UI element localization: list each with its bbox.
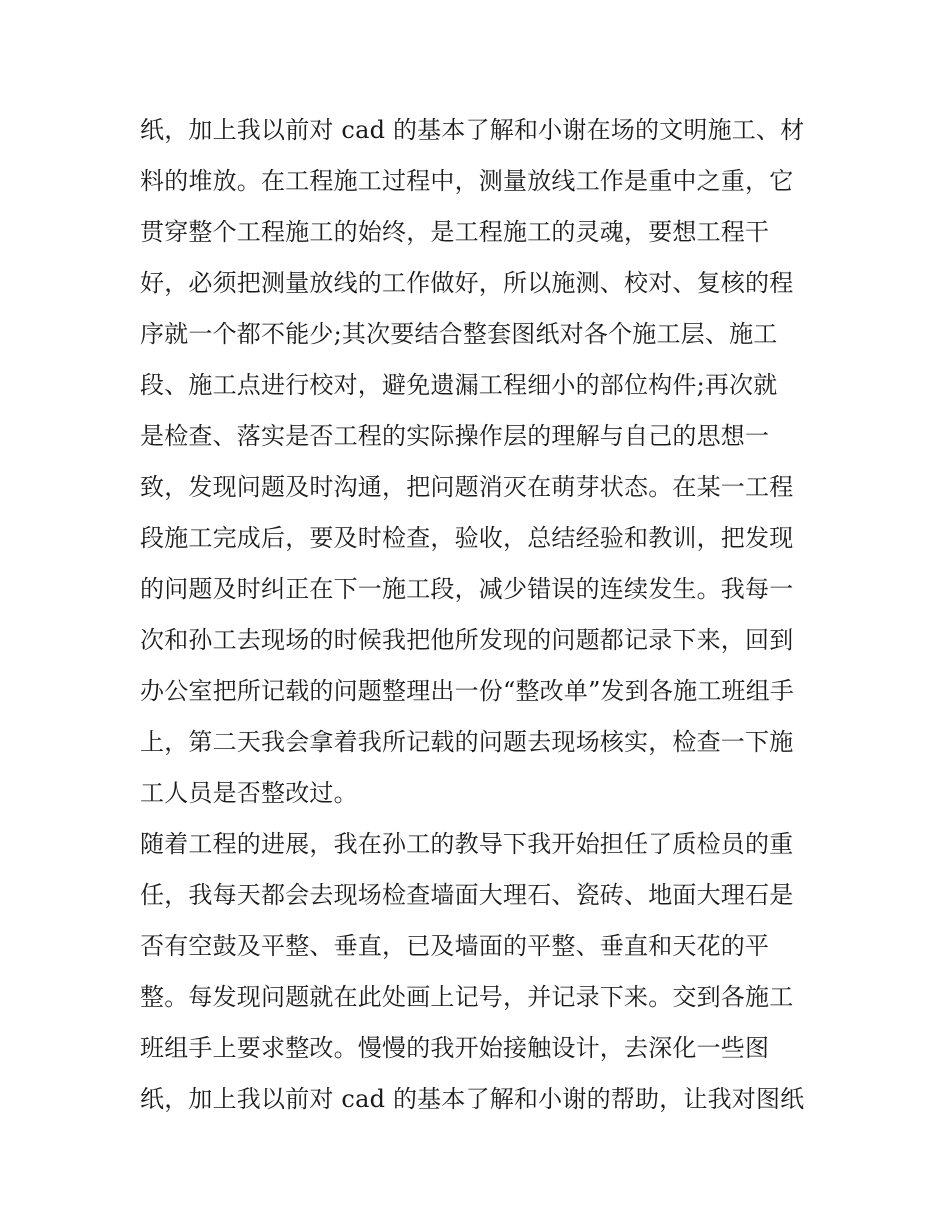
text-line: 致，发现问题及时沟通，把问题消灭在萌芽状态。在某一工程 <box>140 473 794 501</box>
text-line: 贯穿整个工程施工的始终，是工程施工的灵魂，要想工程干 <box>140 218 770 246</box>
text-line: 随着工程的进展，我在孙工的教导下我开始担任了质检员的重 <box>140 830 794 858</box>
text-line: 是检查、落实是否工程的实际操作层的理解与自己的思想一 <box>140 422 770 450</box>
text-line: 纸，加上我以前对 cad 的基本了解和小谢的帮助，让我对图纸 <box>140 1085 805 1113</box>
text-line: 班组手上要求整改。慢慢的我开始接触设计，去深化一些图 <box>140 1034 770 1062</box>
text-line: 段施工完成后，要及时检查，验收，总结经验和教训，把发现 <box>140 524 794 552</box>
text-line: 否有空鼓及平整、垂直，已及墙面的平整、垂直和天花的平 <box>140 932 770 960</box>
text-line: 的问题及时纠正在下一施工段，减少错误的连续发生。我每一 <box>140 575 794 603</box>
text-line: 次和孙工去现场的时候我把他所发现的问题都记录下来，回到 <box>140 626 794 654</box>
text-line: 纸，加上我以前对 cad 的基本了解和小谢在场的文明施工、材 <box>140 116 805 144</box>
text-line: 办公室把所记载的问题整理出一份“整改单”发到各施工班组手 <box>140 677 795 705</box>
text-line: 任，我每天都会去现场检查墙面大理石、瓷砖、地面大理石是 <box>140 881 794 909</box>
text-line: 整。每发现问题就在此处画上记号，并记录下来。交到各施工 <box>140 983 794 1011</box>
text-line: 工人员是否整改过。 <box>140 779 358 807</box>
text-line: 序就一个都不能少;其次要结合整套图纸对各个施工层、施工 <box>140 320 778 348</box>
text-line: 段、施工点进行校对，避免遗漏工程细小的部位构件;再次就 <box>140 371 778 399</box>
text-line: 好，必须把测量放线的工作做好，所以施测、校对、复核的程 <box>140 269 794 297</box>
text-line: 料的堆放。在工程施工过程中，测量放线工作是重中之重，它 <box>140 167 794 195</box>
text-line: 上，第二天我会拿着我所记载的问题去现场核实，检查一下施 <box>140 728 794 756</box>
